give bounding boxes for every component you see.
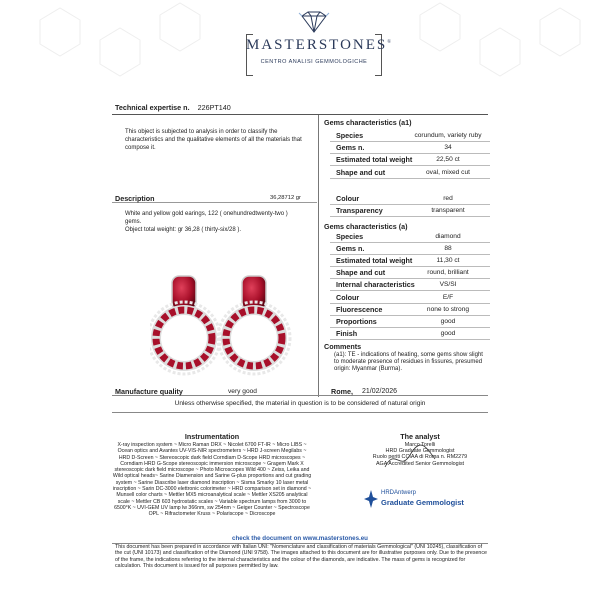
gems-a1-title: Gems characteristics (a1) bbox=[324, 118, 412, 127]
gems-a-row-value: VS/SI bbox=[439, 281, 457, 289]
gems-a-row-label: Finish bbox=[336, 328, 358, 338]
expertise-label: Technical expertise n. 226PT140 bbox=[115, 103, 231, 112]
logo-subtitle: CENTRO ANALISI GEMMOLOGICHE bbox=[260, 59, 368, 65]
gems-a1-row-divider bbox=[330, 216, 490, 217]
natural-origin-notice: Unless otherwise specified, the material in question is to be considered of natural origin bbox=[174, 400, 426, 407]
comments-label: Comments bbox=[324, 342, 362, 351]
footer-text: This document has been prepared in accordance with Italian UNI: "Nomenclature and classification of materials Gemmological" (UNI 10245), classification of the cut (UNI 10173) and classification of the Diamond (UNI 9758). The images attached to this document are for illustrative purposes only. Due to the presence of the frame, the indications referring to the internal characteristics and the colour of the diamonds, are indicative. The mass of gems is recognized for calculation. This document is issued for all purposes permitted by law. bbox=[115, 544, 487, 570]
expertise-intro: This object is subjected to analysis in order to classify the characteristics and the qualitative elements of all the materials that compose it. bbox=[125, 129, 302, 151]
gems-a-row-label: Colour bbox=[336, 292, 360, 302]
gems-a-row-label: Estimated total weight bbox=[336, 256, 413, 266]
manufacture-value: very good bbox=[228, 388, 257, 395]
hrd-badge bbox=[364, 488, 474, 514]
gems-a1-row-divider bbox=[330, 204, 490, 205]
gems-a-row-divider bbox=[330, 242, 490, 243]
description-label: Description bbox=[115, 194, 155, 203]
gems-a-title: Gems characteristics (a) bbox=[324, 222, 408, 231]
analyst-line-3: Ruolo periti CCIAA di Roma n. RM2279 bbox=[372, 454, 468, 461]
description-line-1: White and yellow gold earings, 122 ( onehundredtwenty-two ) gems. bbox=[125, 211, 288, 225]
gems-a1-row-label: Colour bbox=[336, 194, 360, 203]
manufacture-label: Manufacture quality bbox=[115, 387, 183, 396]
gems-a-row-value: none to strong bbox=[426, 305, 470, 313]
logo bbox=[246, 10, 394, 76]
analyst-title: The analyst bbox=[400, 432, 440, 441]
gems-a-row-label: Proportions bbox=[336, 316, 377, 326]
location-label: Rome, bbox=[331, 387, 353, 396]
location-date: 21/02/2026 bbox=[362, 388, 398, 395]
analyst-name: Marco Torelli bbox=[404, 442, 436, 448]
gems-a1-row-label: Shape and cut bbox=[336, 167, 386, 177]
gems-a-row-divider bbox=[330, 266, 490, 267]
gems-a1-row-value: transparent bbox=[431, 207, 465, 215]
analyst-line-2: HRD Graduate Gemmologist bbox=[385, 448, 455, 455]
gems-a-row-value: round, brilliant bbox=[427, 269, 469, 277]
description-text bbox=[125, 210, 305, 234]
column-separator bbox=[318, 115, 319, 397]
gems-a-row-divider bbox=[330, 290, 490, 291]
gems-a1-row-label: Gems n. bbox=[336, 143, 365, 153]
gems-a-row-label: Gems n. bbox=[336, 244, 365, 254]
gems-a1-row-value: red bbox=[443, 195, 453, 202]
gems-a-row-value: 11,30 ct bbox=[436, 257, 460, 265]
description-line-2: Object total weight: gr 36,28 ( thirty-six/28 ). bbox=[125, 227, 242, 233]
gems-a-row-divider bbox=[330, 303, 490, 304]
notice-divider bbox=[112, 412, 488, 413]
gems-a1-row-value: corundum, variety ruby bbox=[414, 132, 482, 139]
gems-a1-row-divider bbox=[330, 153, 490, 154]
signature-image bbox=[380, 437, 440, 477]
gems-a-row-value: good bbox=[440, 329, 456, 337]
gems-a1-row-divider bbox=[330, 178, 490, 179]
analyst-line-4: AGA Accredited Senior Gemmologist bbox=[375, 460, 465, 467]
header-divider bbox=[112, 114, 488, 115]
gems-a-row-label: Shape and cut bbox=[336, 268, 386, 278]
gems-a-row-divider bbox=[330, 315, 490, 316]
gems-a1-row-label: Transparency bbox=[336, 206, 383, 216]
instrumentation-title: Instrumentation bbox=[184, 432, 240, 441]
gems-a1-row-divider bbox=[330, 141, 490, 142]
website-link[interactable]: check the document on www.masterstones.eu bbox=[232, 535, 368, 542]
gems-a1-row-label: Species bbox=[336, 131, 364, 140]
gems-a1-row-divider bbox=[330, 165, 490, 166]
gems-a-row-value: 88 bbox=[444, 245, 452, 253]
logo-name: MASTERSTONES® bbox=[246, 37, 394, 53]
instrumentation-text: X-ray inspection system ~ Micro Raman DRX ~ Nicolet 6700 FT-IR ~ Micro LIBS ~ Ocean optics and Avantes UV-VIS-NIR spectrometers ~ HRD J-screen Megilabs ~ HRD D-Screen ~ Stereoscopic dark field Corndiam D-Scope HRD microscopes ~ Corndiam HRD G-Scope stereoscopic immersion microscope ~ Gragem Mark X stereoscopic dark field microscope ~ Photo Microscopes Wild 400 ~ Zeiss, Leika and Wild optical heads~ Sarine Diamension and Sarine G-plus proportions and cut grading system ~ Sarine Diascribe laser diamond inscription ~ Sisma Smarky 10 laser metal inscription ~ Sarin DC-3000 elettronic colorimeter ~ HRD comparison set in diamond ~ Munsell color charts ~ Mettler MX5 microanalytical scale ~ Mettler XS205 analytical scale ~ Mettler CB 603 hydrostatic scales ~ Variable spectrum lamps from 3000 to 6500°K ~ UVI-GEM UV lamp lw 366nm, sw 254nm ~ Geiger Counter ~ Spectroscope OPL ~ Rifractometer Kruss ~ Polariscope ~ Dicroscope bbox=[112, 442, 312, 518]
gems-a1-row-value: oval, mixed cut bbox=[426, 168, 470, 176]
gems-a1-row-value: 34 bbox=[444, 144, 452, 152]
left-earring bbox=[150, 276, 220, 374]
hrd-star-icon bbox=[364, 490, 378, 508]
gems-a-row-divider bbox=[330, 339, 490, 340]
gems-a-row-value: E/F bbox=[442, 293, 454, 301]
expertise-number: 226PT140 bbox=[197, 103, 231, 112]
gems-a-row-divider bbox=[330, 254, 490, 255]
comments-text: (a1): TE - indications of heating, some gems show slight to moderate presence of residues in fissures, presumed origin: Myanmar (Burma). bbox=[334, 352, 483, 372]
earrings-photo bbox=[150, 272, 300, 382]
gems-a-row-value: diamond bbox=[435, 233, 461, 240]
gems-a-row-value: good bbox=[440, 317, 456, 325]
hrd-title: Graduate Gemmologist bbox=[381, 498, 464, 507]
gems-a1-row-label: Estimated total weight bbox=[336, 155, 413, 165]
gems-a-row-label: Species bbox=[336, 232, 364, 241]
gems-a-row-label: Fluorescence bbox=[336, 304, 383, 314]
gems-a-row-label: Internal characteristics bbox=[336, 280, 415, 290]
gems-a-row-divider bbox=[330, 278, 490, 279]
gems-a-row-divider bbox=[330, 327, 490, 328]
diamond-logo-icon bbox=[298, 10, 330, 34]
description-weight: 36,28712 gr bbox=[270, 195, 301, 201]
hrd-brand: HRDAntwerp bbox=[381, 490, 417, 496]
right-earring bbox=[218, 276, 290, 374]
gems-a1-row-value: 22,50 ct bbox=[436, 156, 460, 164]
